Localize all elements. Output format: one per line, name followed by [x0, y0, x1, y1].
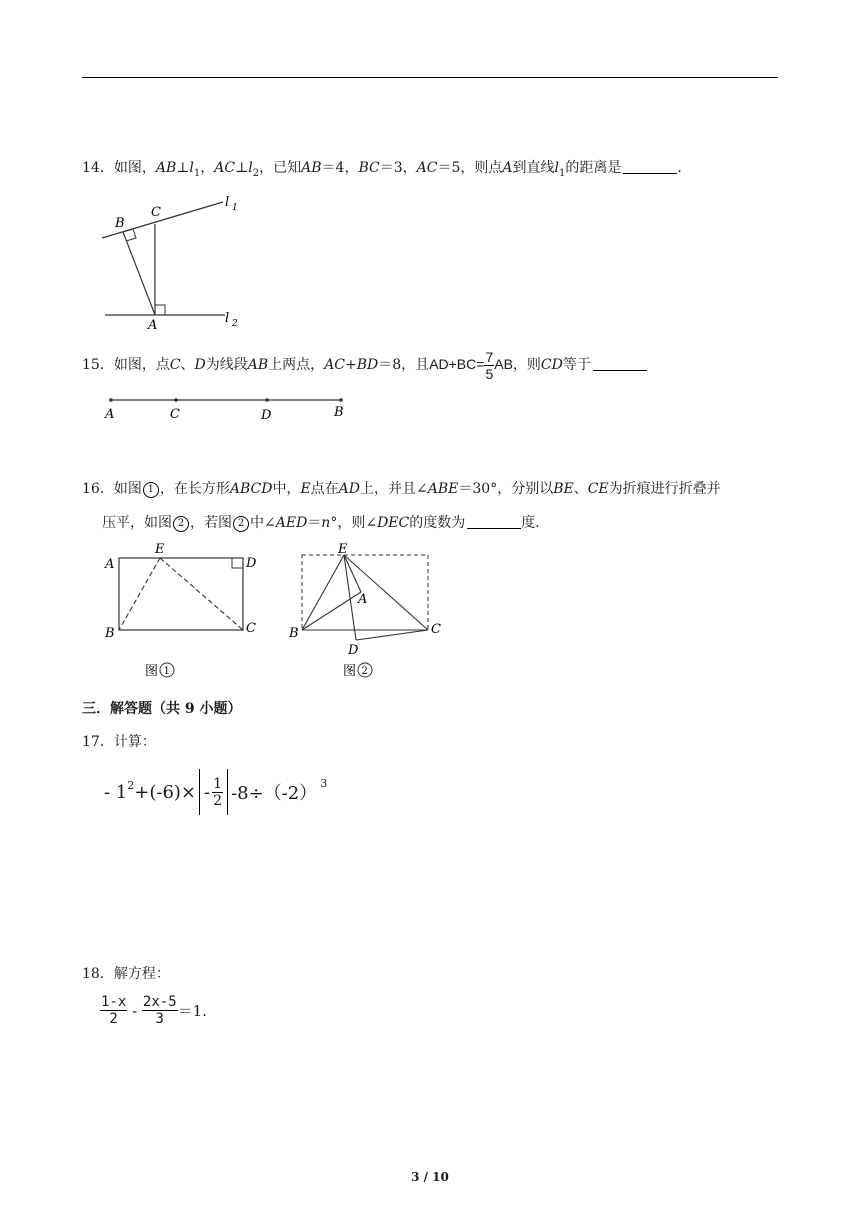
expression-17: - 1 $^2$ +(-6)× - $\frac{1}{2}$ -8÷（-2） $^3$ [104, 767, 327, 817]
question-18: 18．解方程： [82, 966, 170, 982]
question-15: 15．如图，点C、D为线段AB上两点，AC+BD＝8，且AD+BC= $\frac{7}{5}$ AB，则CD等于 [82, 348, 647, 382]
header-rule [82, 77, 778, 78]
page-number: 3 / 10 [411, 1170, 449, 1184]
svg-text:1: 1 [232, 203, 238, 213]
svg-text:2: 2 [361, 666, 368, 677]
figure-14 [95, 190, 255, 332]
absolute-value: - $\frac{1}{2}$ [199, 769, 228, 815]
figure-15 [100, 392, 350, 424]
svg-text:B: B [105, 626, 115, 641]
question-17: 17．计算： [82, 734, 156, 750]
answer-blank-15[interactable] [593, 356, 647, 371]
svg-text:A: A [358, 592, 368, 607]
answer-blank-16[interactable] [467, 514, 521, 529]
section-heading: 三．解答题（共 9 小题） [82, 701, 242, 717]
svg-text:2: 2 [232, 319, 238, 329]
svg-text:B: B [334, 405, 344, 420]
svg-text:E: E [155, 542, 165, 557]
figure-16-1 [98, 540, 268, 680]
question-14: 14．如图，$AB\perp l_1$，$AC\perp l_2$，已知AB＝4，BC＝3，AC＝5，则点A到直线$l_1$的距离是 ． [82, 160, 692, 179]
label-C: C [151, 205, 161, 220]
svg-text:C: C [170, 407, 180, 422]
svg-text:D: D [246, 556, 257, 571]
equation-18: $\frac{1-x}{2}$ - $\frac{2x-5}{3}$ ＝1. [101, 994, 207, 1027]
svg-text:l: l [225, 195, 230, 210]
svg-text:A: A [105, 407, 115, 422]
answer-blank-14[interactable] [623, 159, 677, 174]
svg-text:1: 1 [163, 666, 170, 677]
svg-text:l: l [225, 311, 230, 326]
svg-text:D: D [348, 643, 359, 658]
svg-text:C: C [246, 621, 256, 636]
svg-text:E: E [338, 542, 348, 557]
svg-text:C: C [431, 622, 441, 637]
svg-text:B: B [289, 626, 299, 641]
svg-text:图: 图 [343, 664, 357, 679]
label-B: B [115, 216, 125, 231]
svg-text:D: D [261, 408, 272, 423]
figure-16-2 [286, 540, 456, 680]
fraction-7-5: $\frac{7}{5}$ [485, 348, 494, 382]
svg-text:图: 图 [145, 664, 159, 679]
svg-text:A: A [105, 557, 115, 572]
label-A: A [148, 318, 158, 332]
question-16: 16．如图 1 ，在长方形ABCD中，E点在AD上，并且∠ABE＝30°，分别以BE、CE为折痕进行折叠并 压平，如图 2 ，若图 2 中∠AED＝n°，则∠DEC的度数为 度． [82, 481, 721, 531]
